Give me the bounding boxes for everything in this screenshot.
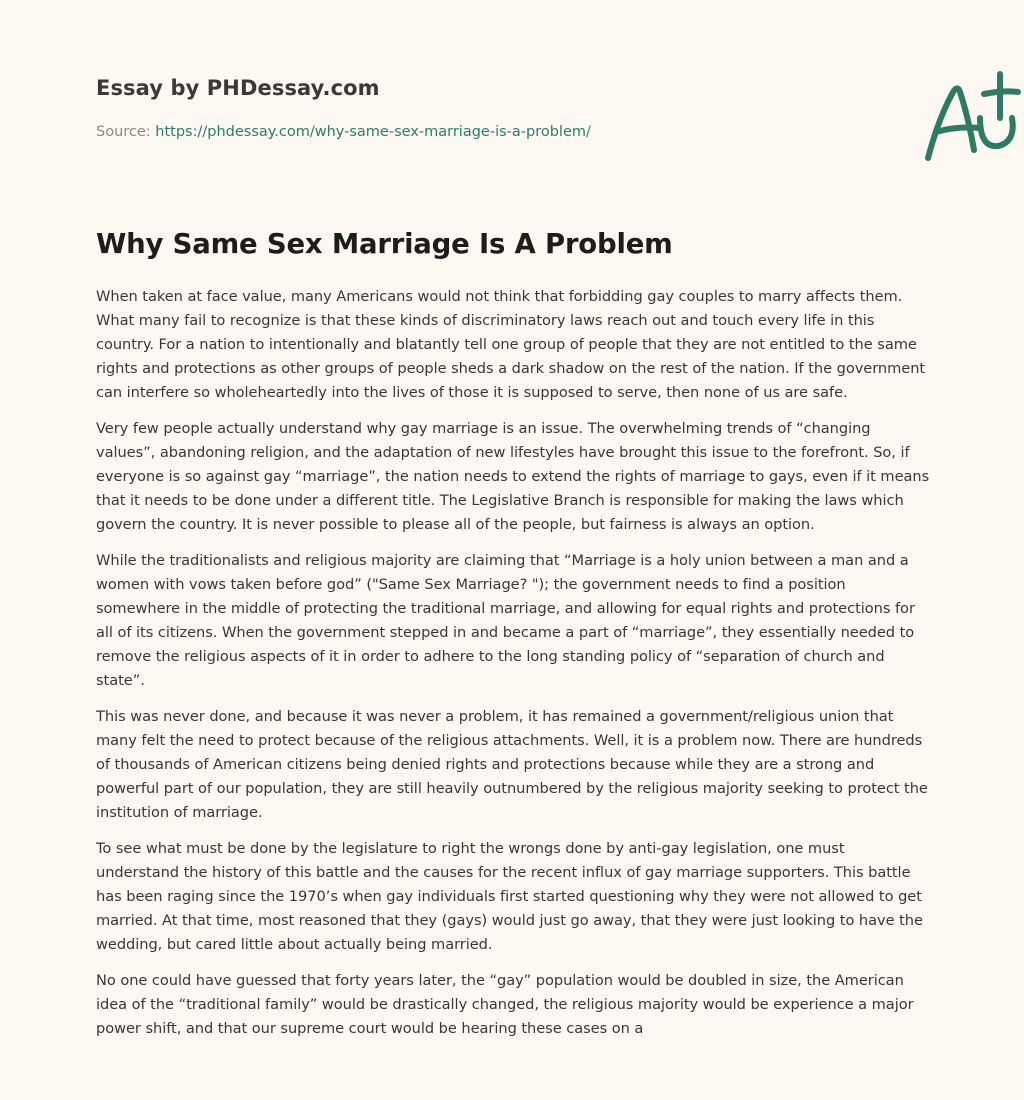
source-label: Source: (96, 124, 151, 140)
essay-paragraph: Very few people actually understand why gay marriage is an issue. The overwhelming trends of “changing values”, abandoning religion, and the adaptation of new lifestyles have brought this issue to the forefront. So, if everyone is so against gay “marriage”, the nation needs to extend the rights of marriage to gays, even if it means that it needs to be done under a different title. The Legislative Branch is responsible for making the laws which govern the country. It is never possible to please all of the people, but fairness is always an option. (96, 420, 930, 533)
source-line (96, 124, 591, 140)
essay-paragraph: When taken at face value, many Americans would not think that forbidding gay couples to marry affects them. What many fail to recognize is that these kinds of discriminatory laws reach out and touch every life in this country. For a nation to intentionally and blatantly tell one group of people that they are not entitled to the same rights and protections as other groups of people sheds a dark shadow on the rest of the nation. If the government can interfere so wholeheartedly into the lives of those it is supposed to serve, then none of us are safe. (96, 288, 926, 401)
essay-paragraph: No one could have guessed that forty years later, the “gay” population would be doubled in size, the American idea of the “traditional family” would be drastically changed, the religious majority would be experience a major power shift, and that our supreme court would be hearing these cases on a (96, 972, 914, 1037)
essay-paragraph: While the traditionalists and religious majority are claiming that “Marriage is a holy union between a man and a women with vows taken before god” ("Same Sex Marriage? "); the government needs to find a position somewhere in the middle of protecting the traditional marriage, and allowing for equal rights and protections for all of its citizens. When the government stepped in and became a part of “marriage”, they essentially needed to remove the religious aspects of it in order to adhere to the long standing policy of “separation of church and state”. (96, 552, 915, 689)
a-plus-logo (916, 68, 1024, 168)
essay-paragraph: To see what must be done by the legislature to right the wrongs done by anti-gay legislation, one must understand the history of this battle and the causes for the recent influx of gay marriage supporters. This battle has been raging since the 1970’s when gay individuals first started questioning why they were not allowed to get married. At that time, most reasoned that they (gays) would just go away, that they were just looking to have the wedding, but cared little about actually being married. (96, 840, 923, 953)
brand-heading: Essay by PHDessay.com (96, 76, 380, 100)
essay-body (96, 285, 932, 1053)
essay-paragraph: This was never done, and because it was never a problem, it has remained a government/religious union that many felt the need to protect because of the religious attachments. Well, it is a problem now. There are hundreds of thousands of American citizens being denied rights and protections because while they are a strong and powerful part of our population, they are still heavily outnumbered by the religious majority seeking to protect the institution of marriage. (96, 708, 928, 821)
a-plus-logo-icon (916, 68, 1024, 168)
source-link[interactable]: https://phdessay.com/why-same-sex-marriage-is-a-problem/ (155, 124, 591, 140)
essay-title: Why Same Sex Marriage Is A Problem (96, 228, 673, 260)
